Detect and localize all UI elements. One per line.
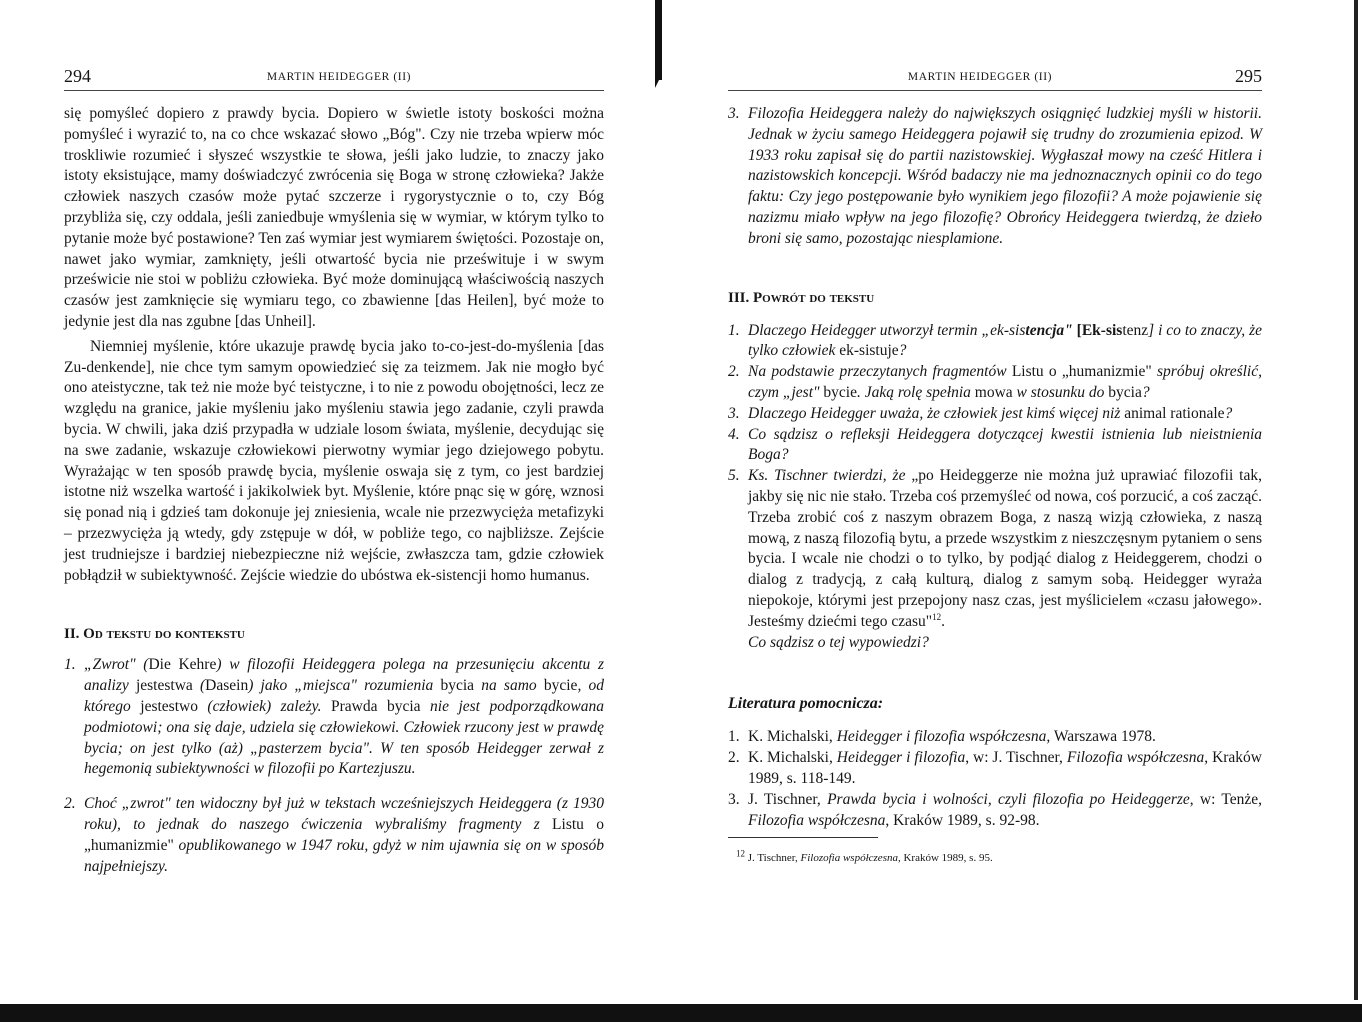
list-item: 1. Dlaczego Heidegger utworzył termin „ek-sistencja" [Ek-sistenz] i co to znaczy, że tylko człowiek ek-sistuje? [728, 321, 1262, 360]
list-item: 1. „Zwrot" (Die Kehre) w filozofii Heideggera polega na przesunięciu akcentu z analizy jestestwa (Dasein) jako „miejsca" rozumienia bycia na samo bycie, od którego jestestwo (człowiek) zależy. Prawda bycia nie jest podporządkowana podmiotowi; ona się daje, udziela się człowiekowi. Człowiek rzucony jest w prawdę bycia; on jest tylko (aż) „pasterzem bycia". W ten sposób Heidegger zerwał z hegemonią subiektywności w filozofii po Kartezjuszu. [64, 656, 605, 778]
gutter-shadow-tip [655, 74, 662, 88]
section-heading: III. Powrót do tekstu [728, 289, 875, 306]
list-item: 3. J. Tischner, Prawda bycia i wolności, czyli filozofia po Heideggerze, w: Tenże, Filozofia współczesna, Kraków 1989, s. 92-98. [728, 790, 1262, 829]
list-item: 3. Filozofia Heideggera należy do największych osiągnięć ludzkiej myśli w historii. Jednak w życiu samego Heideggera pojawił się trudny do zrozumienia epizod. W 1933 roku zapisał się do partii nazistowskiej. Wygłaszał mowy na cześć Hitlera i nazistowskich koncepcji. Wśród badaczy nie ma jednoznacznych opinii co do tego faktu: Czy jego postępowanie było wynikiem jego filozofii? A może pojawienie się nazizmu miało wpływ na jego filozofię? Obrońcy Heideggera twierdzą, że dzieło broni się samo, pozostając niesplamione. [728, 105, 1262, 247]
literature-list [728, 727, 1262, 831]
item-number: 1. [64, 656, 76, 674]
gutter-shadow [655, 0, 662, 80]
header-rule [728, 90, 1262, 91]
item-number: 3. [728, 790, 740, 808]
scan-edge-bottom [0, 1004, 1362, 1022]
item-number: 2. [728, 363, 740, 381]
page-number: 295 [1235, 66, 1262, 86]
item-number: 2. [64, 795, 76, 813]
item-number: 2. [728, 749, 740, 767]
list-item: 2. K. Michalski, Heidegger i filozofia, w: J. Tischner, Filozofia współczesna, Kraków 1989, s. 118-149. [728, 749, 1262, 787]
list-item: 2. Choć „zwrot" ten widoczny był już w tekstach wcześniejszych Heideggera (z 1930 roku), to jednak do naszego ćwiczenia wybraliśmy fragmenty z Listu o „humanizmie" opublikowanego w 1947 roku, gdyż w nim ujawnia się on w sposób najpełniejszy. [64, 795, 604, 875]
paragraph: się pomyśleć dopiero z prawdy bycia. Dopiero w świetle istoty boskości można pomyśleć i wyrazić to, na co chce wskazać słowo „Bóg". Czy nie trzeba wpierw móc troskliwie rozumieć i słyszeć wszystkie te słowa, jeśli jako ludzie, to znaczy jako istoty eksistujące, mamy doświadczyć zwrócenia się Boga w stronę człowieka? Jakże człowiek naszych czasów może pytać szczerze i rygorystycznie o to, czy Bóg przybliża się, czy oddala, jeśli zaniedbuje wmyślenia się w wymiar, w którym tylko to pytanie może być postawione? Ten zaś wymiar jest wymiarem świętości. Pozostaje on, nawet jako wymiar, zamknięty, jeśli otwartość bycia nie prześwituje i w swym prześwicie nie stoi w pobliżu człowieka. Być może dominującą właściwością naszych czasów jest zamknięcie się wymiaru tego, co zbawienne [das Heilen], być może to jedynie jest dla nas zgubne [das Unheil]. [64, 105, 604, 330]
paragraph: Niemniej myślenie, które ukazuje prawdę bycia jako to-co-jest-do-myślenia [das Zu-denkende], nie chce tym samym opowiedzieć się za teizmem. Jak nie mogło być ono ateistyczne, tak też nie może być teistyczne, i to nie z powodu obojętności, lecz ze względu na granice, jakie myśleniu jako myśleniu stawia jego zadanie, czyli prawda bycia. W chwili, jaka dziś przypadła w udziale losom świata, myślenie, decydując się na swe zadanie, wskazuje człowiekowi pierwotny wymiar jego dziejowego pobytu. Wyrażając w ten sposób prawdę bycia, myślenie oswaja się z tym, co jest bardziej istotne niż wszelka wartość i jakikolwiek byt. Myślenie, które pnąc się w górę, wznosi się ponad nią i gdzieś tam dokonuje jej zniesienia, wcale nie przezwycięża metafizyki – przezwycięża ją wtedy, gdy zstępuje w dół, w pobliże tego, co najbliższe. Zejście jest trudniejsze i bardziej niebezpieczne niż wejście, zwłaszcza tam, gdzie człowiek pobłądził w subiektywność. Zejście wiedzie do ubóstwa ek-sistencji homo humanus. [64, 337, 604, 584]
running-head [728, 66, 1262, 92]
item-number: 4. [728, 425, 740, 443]
page-number: 294 [64, 66, 91, 86]
list-item: 3. Dlaczego Heidegger uważa, że człowiek jest kimś więcej niż animal rationale? [728, 404, 1262, 425]
list-item: 1. K. Michalski, Heidegger i filozofia współczesna, Warszawa 1978. [728, 727, 1262, 748]
literature-heading: Literatura pomocnicza: [728, 695, 884, 713]
running-title: MARTIN HEIDEGGER (II) [907, 71, 1053, 83]
item-number: 3. [728, 404, 740, 422]
list-item: 5. Ks. Tischner twierdzi, że „po Heideggerze nie można już uprawiać filozofii tak, jakby się nic nie stało. Trzeba coś przemyśleć od nowa, coś porzucić, a coś zacząć. Trzeba zrobić coś z naszym obrazem Boga, z naszą wizją człowieka, z naszą mową, z naszą filozofią bytu, a przede wszystkim z nieszczęsnym pytaniem o sens bycia. I wcale nie chodzi o to tylko, by podjąć dialog z Heideggerem, chodzi o dialog z tradycją, z całą kulturą, dialog z samym sobą. Heidegger wyraża niepokoje, którymi jest przepojony nasz czas, jest myślicielem «czasu jałowego». Jesteśmy dziećmi tego czasu"$^{12}$. Co sądzisz o tej wypowiedzi? [728, 467, 1262, 651]
list-item: 2. Na podstawie przeczytanych fragmentów Listu o „humanizmie" spróbuj określić, czym „jest" bycie. Jaką rolę spełnia mowa w stosunku do bycia? [728, 363, 1262, 401]
right-page [728, 0, 1262, 1000]
item-number: 1. [728, 321, 740, 339]
footnote-ref: 12 [932, 611, 942, 622]
right-body [728, 104, 1262, 864]
running-head [64, 66, 604, 92]
list-item: 4. Co sądzisz o refleksji Heideggera dotyczącej kwestii istnienia lub nieistnienia Boga? [728, 425, 1262, 464]
context-list [64, 655, 604, 877]
section-heading: II. Od tekstu do kontekstu [64, 626, 245, 643]
item-number: 1. [728, 728, 740, 746]
header-rule [64, 90, 604, 91]
running-title: MARTIN HEIDEGGER (II) [266, 71, 412, 83]
footnote: $^{12}$ J. Tischner, Filozofia współczesna, Kraków 1989, s. 95. [736, 848, 993, 865]
questions-list [728, 321, 1262, 654]
item-number: 5. [728, 467, 740, 485]
left-page [64, 0, 604, 1000]
scan-edge-right [1354, 0, 1358, 1000]
left-body [64, 104, 604, 891]
context-list-continued [728, 104, 1262, 250]
item-number: 3. [728, 105, 740, 122]
footnote-rule [728, 837, 878, 838]
